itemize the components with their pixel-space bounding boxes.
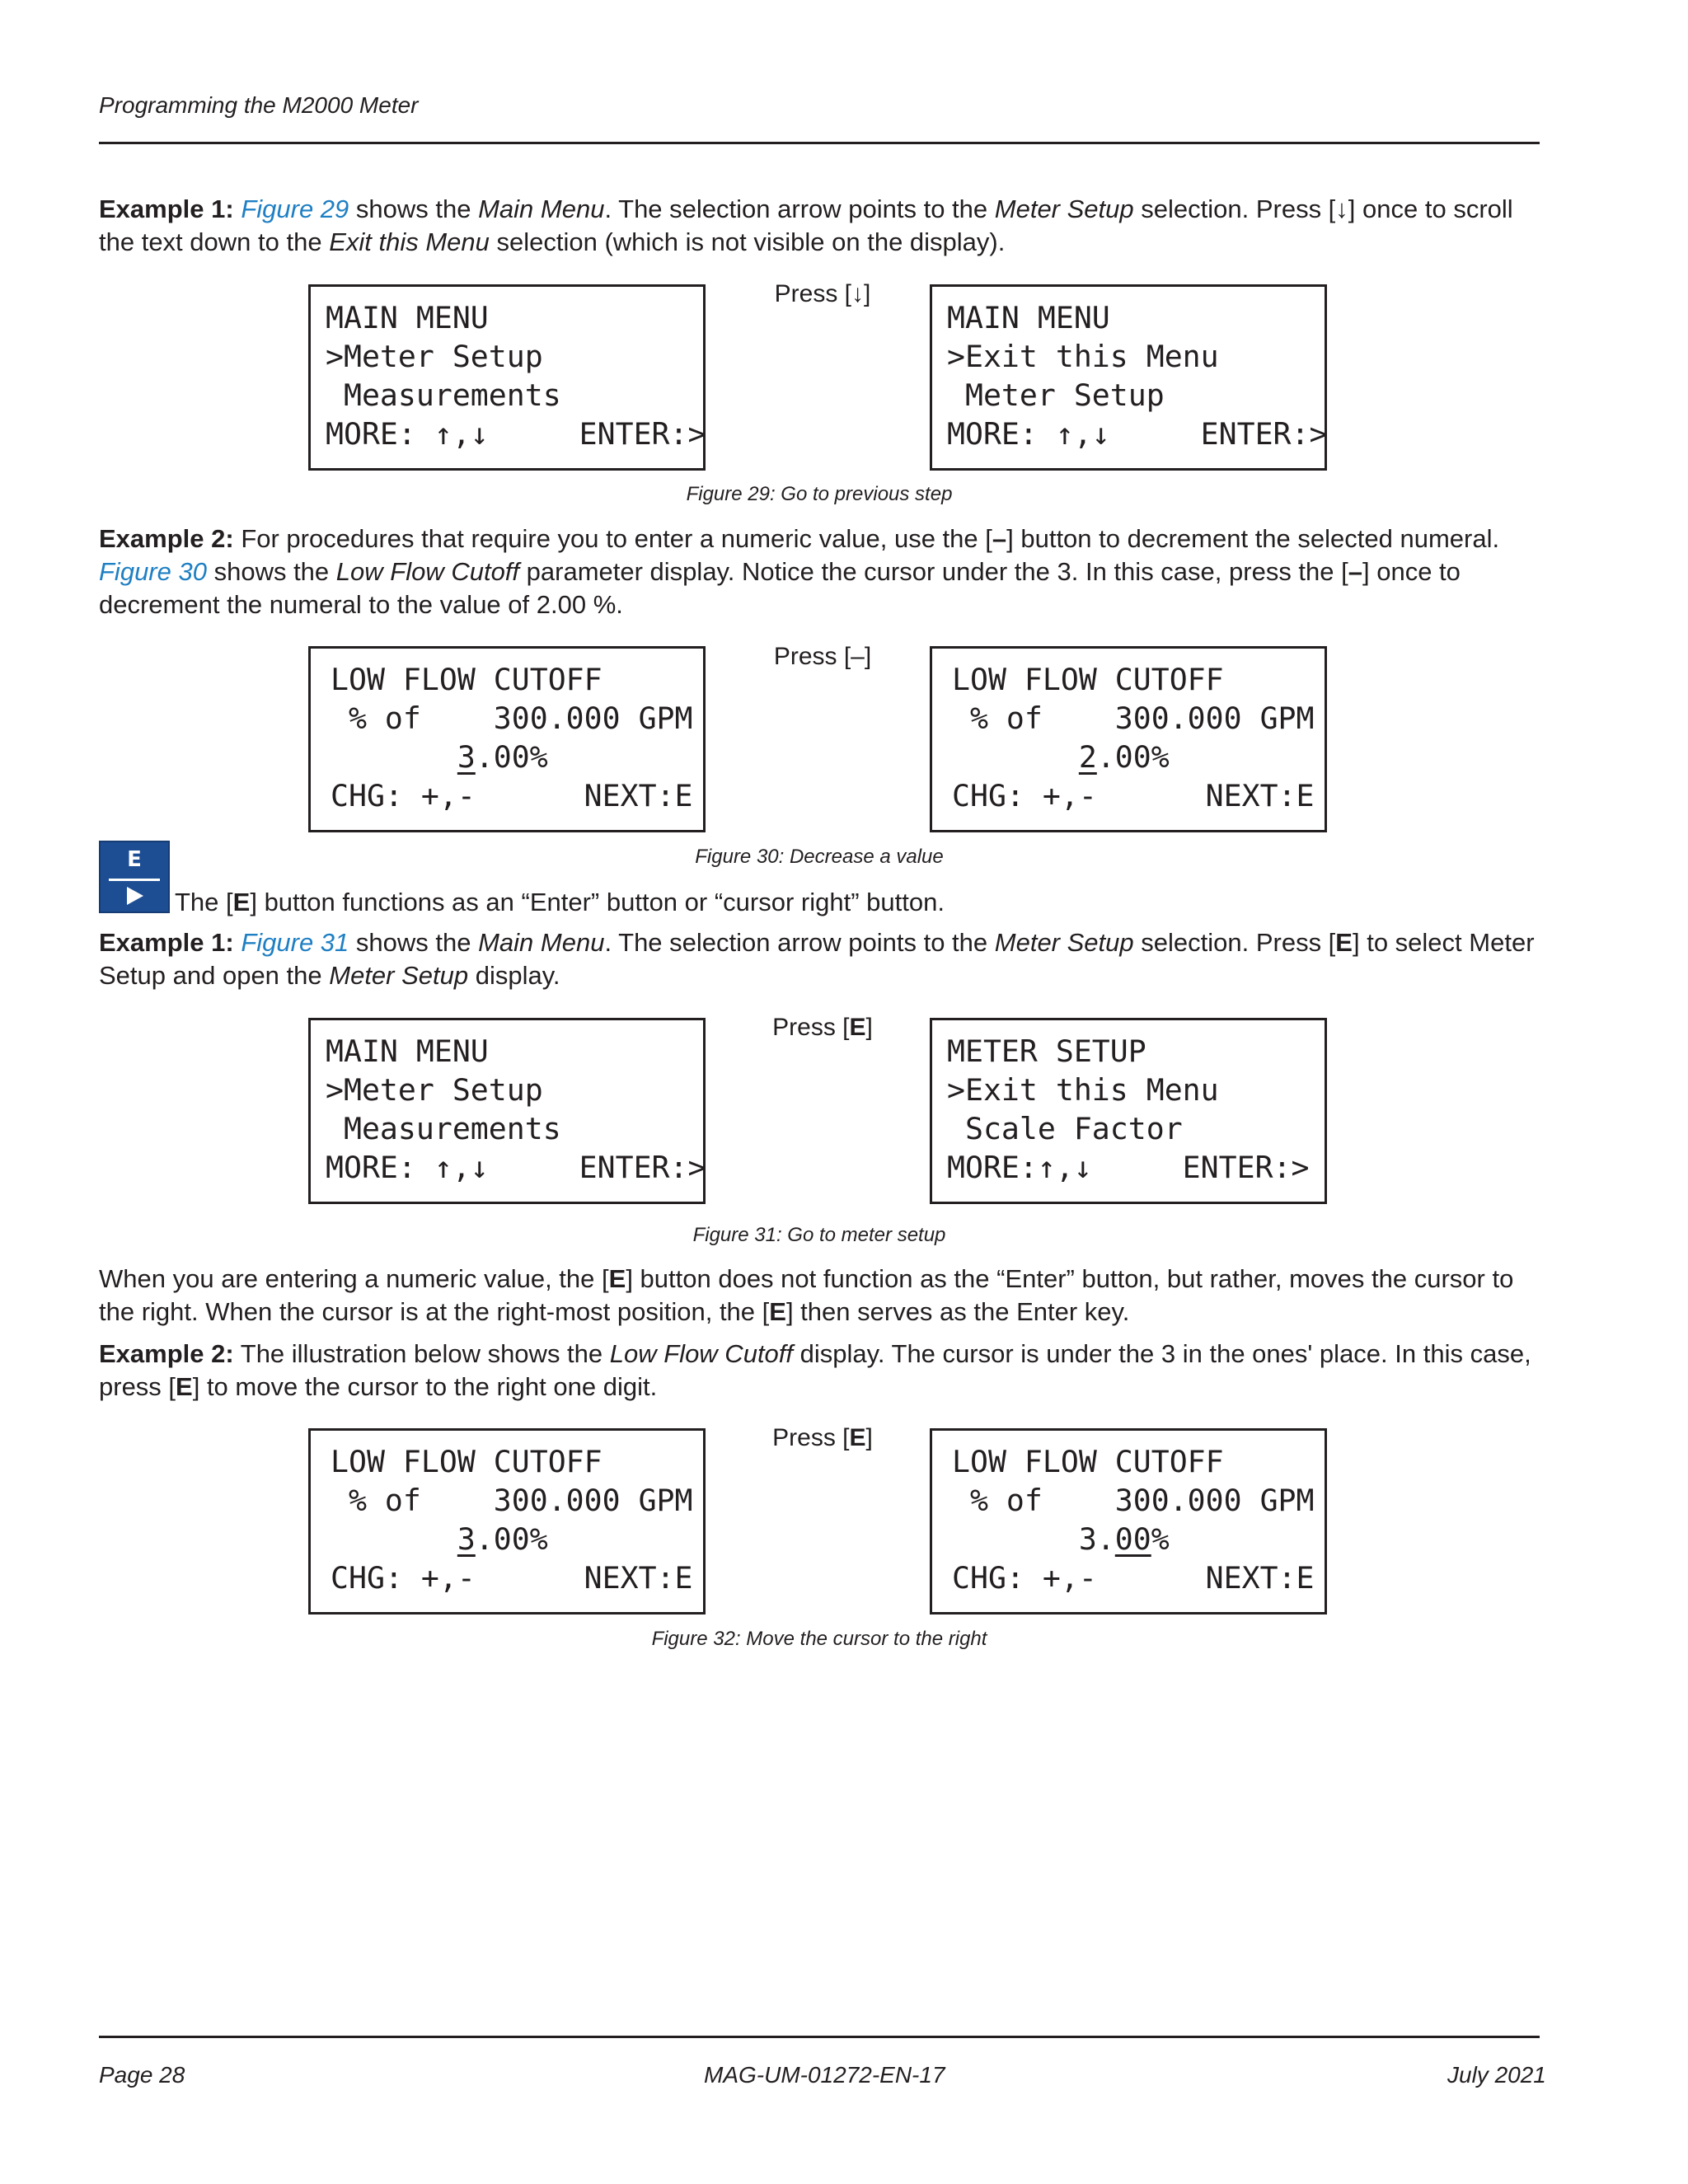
press-instruction: Press [↓]: [774, 280, 871, 307]
example2-paragraph: [99, 523, 1550, 621]
lcd-display-cursor-tenths: [930, 1428, 1327, 1615]
lcd-display-low-flow-3: [308, 646, 706, 832]
lcd-line: Meter Setup: [947, 377, 1165, 413]
figure-29-link[interactable]: Figure 29: [241, 194, 349, 223]
lcd-line: % of 300.000 GPM: [952, 1483, 1315, 1518]
e-key: E: [769, 1297, 786, 1326]
header-rule: [99, 142, 1540, 144]
lcd-pad: [331, 1521, 457, 1557]
text: ] to select Meter Setup and open the: [99, 928, 1535, 990]
example2b-paragraph: [99, 1338, 1550, 1404]
lcd-line: >Meter Setup: [326, 339, 543, 374]
lcd-line: [952, 1520, 1325, 1558]
press-instruction: [757, 1014, 889, 1042]
lcd-text: 3.: [1078, 1521, 1115, 1557]
lcd-line: MAIN MENU: [326, 1033, 489, 1069]
lcd-display-exit-menu: [930, 284, 1327, 471]
lcd-cursor-digit: 2: [1078, 739, 1097, 775]
lcd-display-meter-setup: [930, 1018, 1327, 1204]
lcd-line: LOW FLOW CUTOFF: [331, 662, 603, 697]
lcd-line: Scale Factor: [947, 1111, 1183, 1146]
text: Meter Setup: [329, 961, 469, 990]
text: . The selection arrow points to the: [604, 928, 995, 957]
text: When you are entering a numeric value, the [: [99, 1264, 609, 1293]
text: ]: [865, 1014, 873, 1041]
text: . The selection arrow points to the: [604, 194, 995, 223]
text: selection (which is not visible on the display).: [489, 227, 1006, 256]
e-key: E: [849, 1424, 866, 1451]
e-key: E: [1335, 928, 1353, 957]
text: Press [: [772, 1424, 850, 1451]
page-header-title: Programming the M2000 Meter: [99, 92, 419, 118]
text: Low Flow Cutoff: [609, 1339, 794, 1368]
e-button-icon: [99, 841, 170, 913]
lcd-text: .00%: [475, 739, 548, 775]
text: selection. Press [↓] once to scroll the text down to the: [99, 194, 1513, 256]
text: shows the: [349, 194, 479, 223]
example-label: Example 1:: [99, 194, 234, 223]
figure-32-caption: Figure 32: Move the cursor to the right: [651, 1628, 987, 1650]
text: Main Menu: [478, 928, 605, 957]
text: display.: [468, 961, 560, 990]
lcd-line: [331, 1520, 703, 1558]
e-button-divider: [109, 879, 160, 881]
text: shows the: [206, 557, 336, 586]
e-button-letter: E: [127, 847, 142, 872]
lcd-cursor-digit: 3: [457, 739, 476, 775]
figure-31-caption: Figure 31: Go to meter setup: [692, 1224, 946, 1246]
lcd-line: % of 300.000 GPM: [952, 701, 1315, 736]
footer-document-id: MAG-UM-01272-EN-17: [704, 2062, 945, 2088]
figure-30-caption: Figure 30: Decrease a value: [695, 846, 944, 868]
example-label: Example 1:: [99, 928, 234, 957]
e-key: E: [608, 1264, 626, 1293]
text: For procedures that require you to enter a numeric value, use the [: [233, 524, 992, 553]
lcd-line: >Meter Setup: [326, 1072, 543, 1108]
lcd-display-low-flow-2: [930, 646, 1327, 832]
text: The illustration below shows the: [233, 1339, 610, 1368]
text: ]: [865, 1424, 873, 1451]
figure-30-link[interactable]: Figure 30: [99, 557, 207, 586]
example1b-paragraph: [99, 926, 1550, 992]
e-key: E: [849, 1014, 866, 1041]
lcd-line: MAIN MENU: [326, 300, 489, 335]
footer-page-number: Page 28: [99, 2062, 185, 2088]
lcd-line: >Exit this Menu: [947, 339, 1219, 374]
text: display. The cursor is under the 3 in the ones' place. In this case, press [: [99, 1339, 1531, 1401]
example-label: Example 2:: [99, 524, 234, 553]
press-instruction: [757, 1424, 889, 1452]
lcd-text: .00%: [475, 1521, 548, 1557]
lcd-line: MORE: ↑,↓ ENTER:>: [326, 416, 706, 452]
text: ] button to decrement the selected numeral.: [1006, 524, 1500, 553]
lcd-pad: [331, 739, 457, 775]
lcd-line: METER SETUP: [947, 1033, 1146, 1069]
text: ] then serves as the Enter key.: [785, 1297, 1130, 1326]
text: Main Menu: [478, 194, 605, 223]
lcd-line: LOW FLOW CUTOFF: [331, 1444, 603, 1479]
lcd-line: CHG: +,- NEXT:E: [331, 778, 693, 813]
text: Press [: [772, 1014, 850, 1041]
figure-29-caption: Figure 29: Go to previous step: [686, 483, 953, 505]
lcd-text: %: [1151, 1521, 1170, 1557]
lcd-display-main-menu: [308, 1018, 706, 1204]
lcd-line: [331, 738, 703, 776]
lcd-line: LOW FLOW CUTOFF: [952, 1444, 1224, 1479]
lcd-cursor-digit: 3: [457, 1521, 476, 1557]
lcd-line: CHG: +,- NEXT:E: [331, 1560, 693, 1596]
footer-date: July 2021: [1447, 2062, 1546, 2088]
example1-paragraph: [99, 193, 1550, 259]
lcd-line: % of 300.000 GPM: [331, 1483, 693, 1518]
lcd-line: >Exit this Menu: [947, 1072, 1219, 1108]
example-label: Example 2:: [99, 1339, 234, 1368]
lcd-line: Measurements: [326, 1111, 561, 1146]
lcd-line: % of 300.000 GPM: [331, 701, 693, 736]
text: selection. Press [: [1133, 928, 1336, 957]
lcd-text: .00%: [1096, 739, 1170, 775]
lcd-line: MAIN MENU: [947, 300, 1110, 335]
text: Meter Setup: [994, 928, 1134, 957]
footer-rule: [99, 2036, 1540, 2038]
text: shows the: [349, 928, 479, 957]
figure-31-link[interactable]: Figure 31: [241, 928, 349, 957]
e-button-description: [175, 886, 1493, 919]
press-instruction: Press [–]: [773, 643, 872, 670]
text: ] to move the cursor to the right one digit.: [192, 1372, 658, 1401]
text: Meter Setup: [994, 194, 1134, 223]
lcd-line: MORE:↑,↓ ENTER:>: [947, 1150, 1310, 1185]
play-arrow-icon: [127, 887, 143, 905]
lcd-line: MORE: ↑,↓ ENTER:>: [326, 1150, 706, 1185]
lcd-pad: [952, 739, 1079, 775]
lcd-display-main-menu: [308, 284, 706, 471]
lcd-display-cursor-ones: [308, 1428, 706, 1615]
lcd-line: CHG: +,- NEXT:E: [952, 778, 1315, 813]
lcd-line: MORE: ↑,↓ ENTER:>: [947, 416, 1328, 452]
text: ] button does not function as the “Enter” button, but rather, moves the cursor to the right. When the cursor is at the right-most position, the [: [99, 1264, 1514, 1326]
text: The [: [175, 888, 233, 916]
text: ] button functions as an “Enter” button or “cursor right” button.: [250, 888, 945, 916]
e-key: E: [176, 1372, 193, 1401]
e-key: E: [232, 888, 251, 916]
text: ] once to decrement the numeral to the value of 2.00 %.: [99, 557, 1461, 619]
minus-key: –: [992, 524, 1007, 553]
text: parameter display. Notice the cursor under the 3. In this case, press the [: [519, 557, 1348, 586]
lcd-line: [952, 738, 1325, 776]
lcd-line: LOW FLOW CUTOFF: [952, 662, 1224, 697]
enter-explanation-paragraph: [99, 1263, 1550, 1329]
text: Exit this Menu: [329, 227, 490, 256]
lcd-cursor-digit: 00: [1114, 1521, 1151, 1557]
text: Low Flow Cutoff: [335, 557, 520, 586]
minus-key: –: [1348, 557, 1362, 586]
lcd-pad: [952, 1521, 1079, 1557]
lcd-line: Measurements: [326, 377, 561, 413]
lcd-line: CHG: +,- NEXT:E: [952, 1560, 1315, 1596]
